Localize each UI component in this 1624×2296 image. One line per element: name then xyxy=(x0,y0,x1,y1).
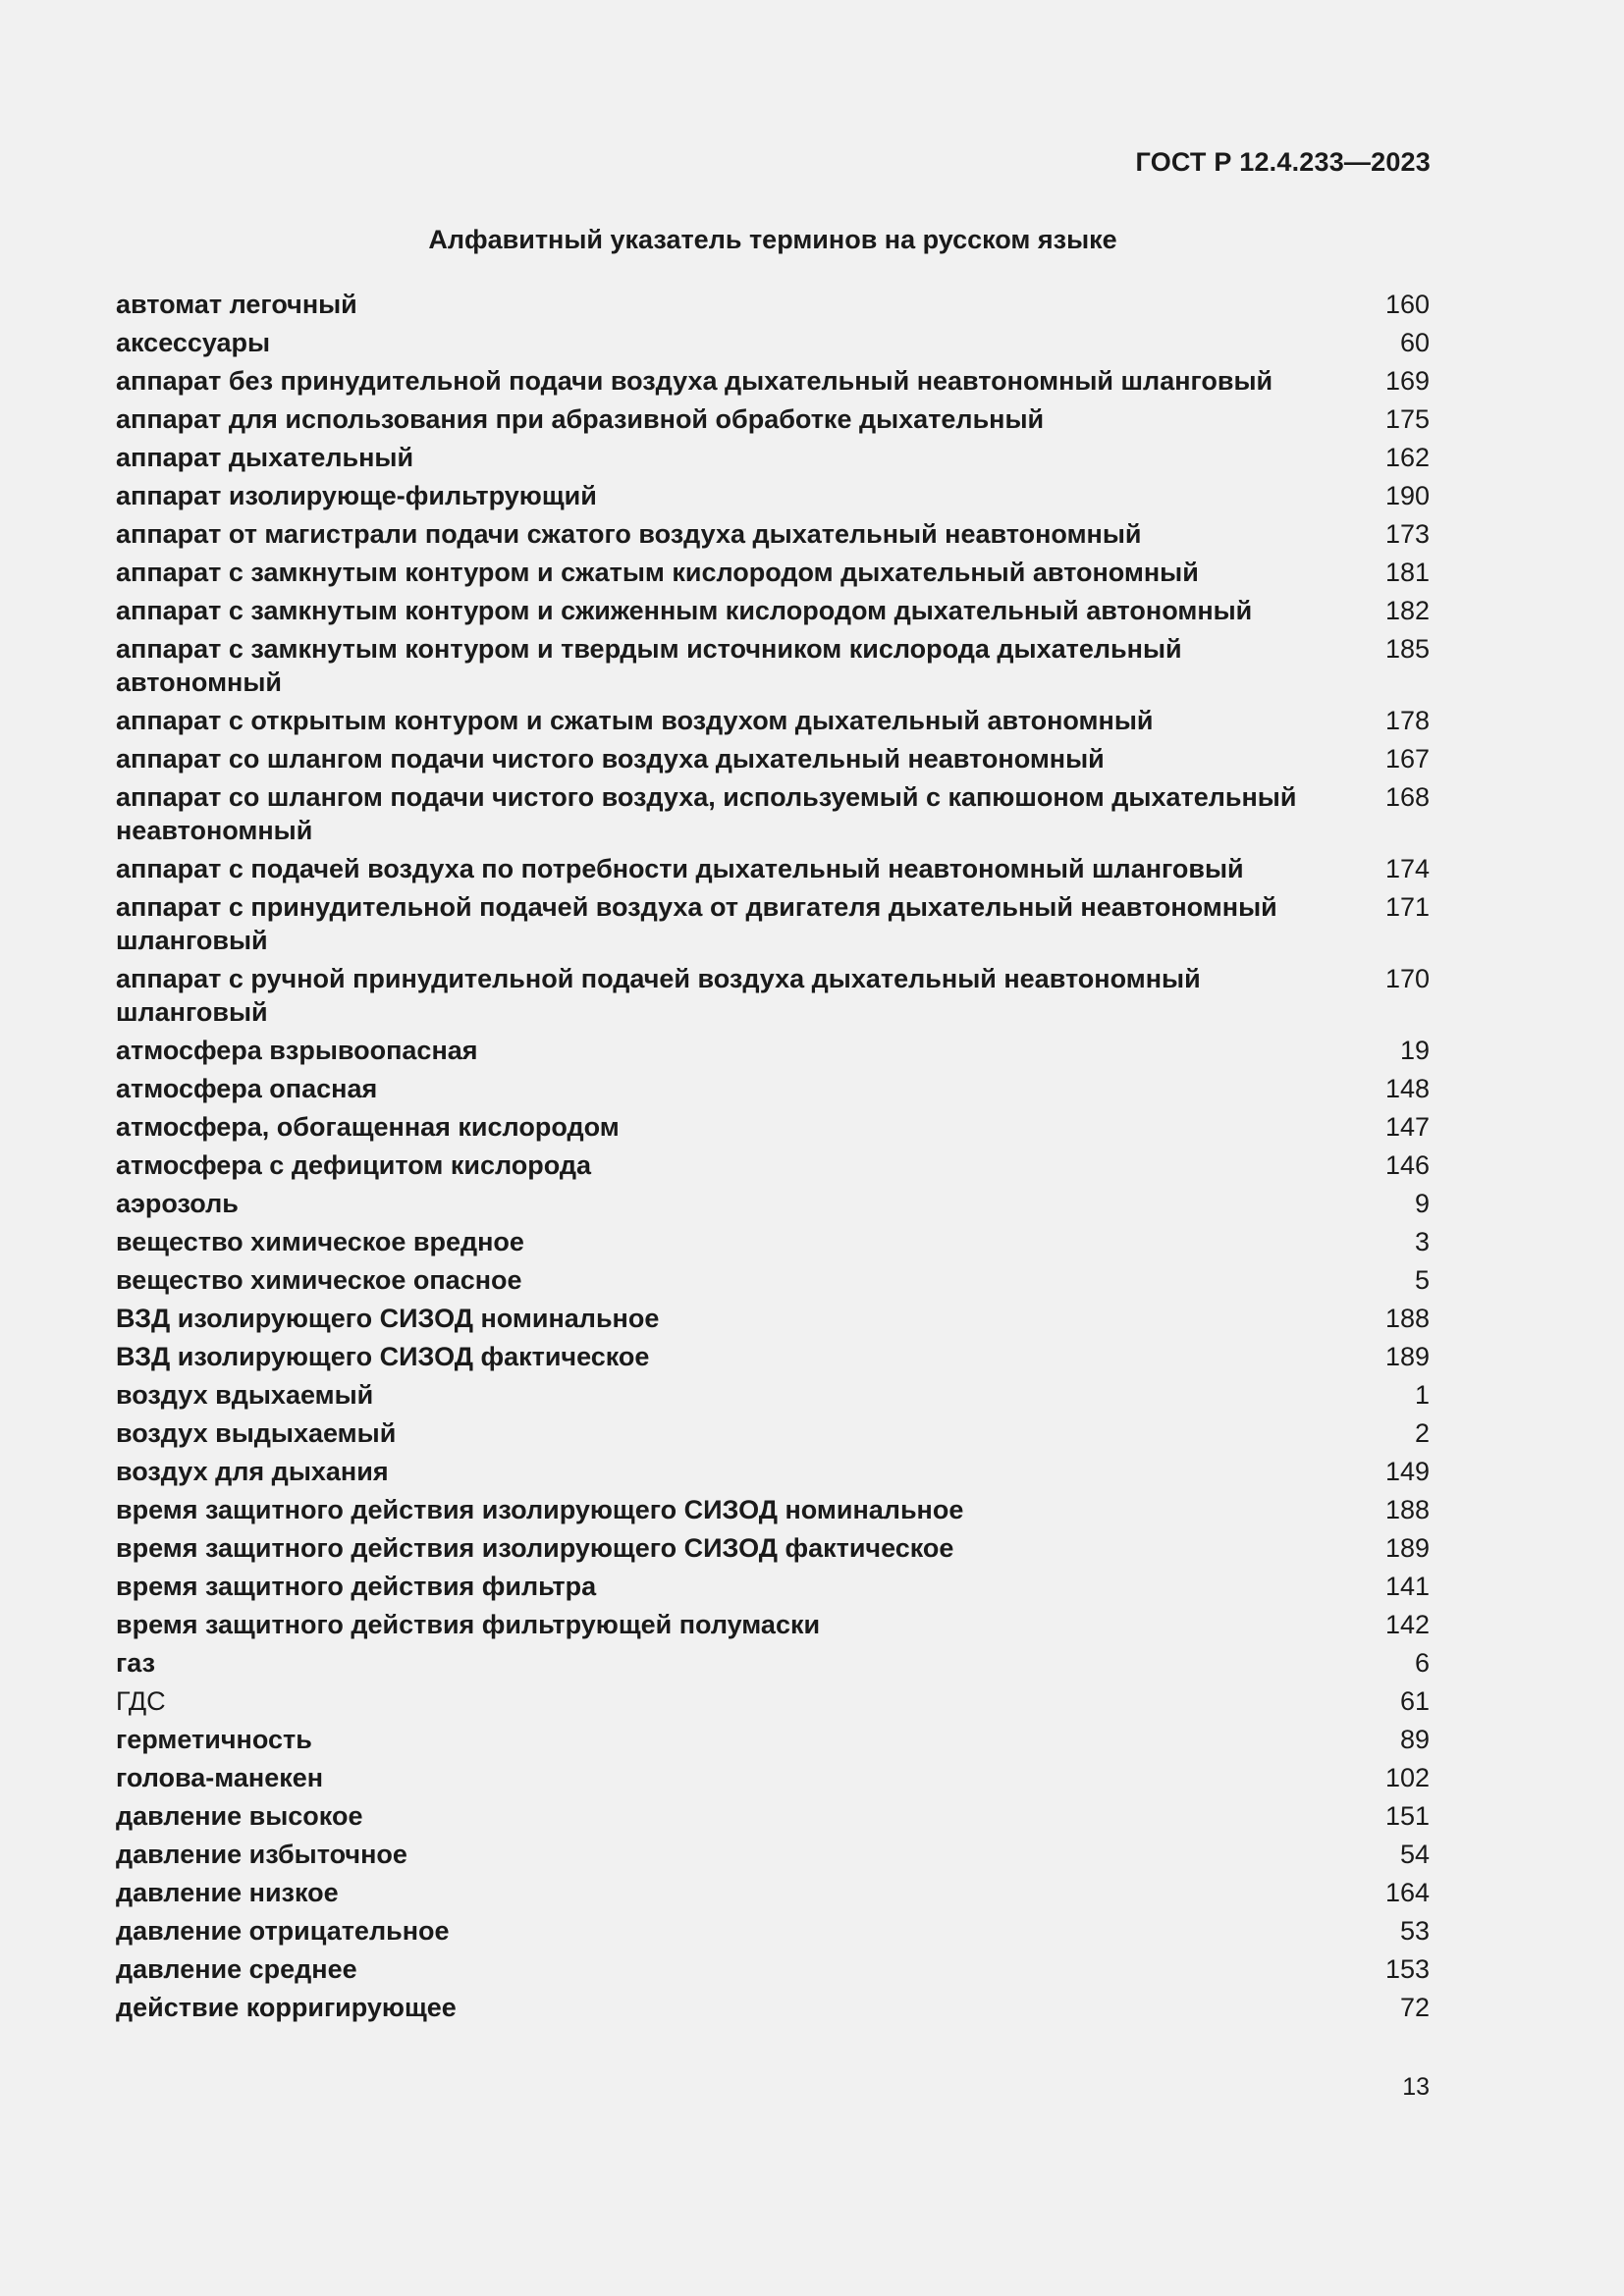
index-term-number: 182 xyxy=(1384,596,1430,625)
index-term-number: 142 xyxy=(1384,1610,1430,1639)
index-term: воздух вдыхаемый xyxy=(116,1380,374,1410)
index-entry xyxy=(116,1570,1430,1603)
index-term: ВЗД изолирующего СИЗОД фактическое xyxy=(116,1342,650,1371)
index-entry xyxy=(116,1455,1430,1488)
index-term: действие корригирующее xyxy=(116,1993,457,2022)
index-entry xyxy=(116,402,1430,436)
index-term: аксессуары xyxy=(116,328,271,357)
index-term-number: 102 xyxy=(1384,1763,1430,1792)
index-term: время защитного действия фильтра xyxy=(116,1572,597,1601)
index-entry xyxy=(116,1876,1430,1909)
index-entry xyxy=(116,441,1430,474)
index-entry xyxy=(116,1225,1430,1258)
index-term-number: 188 xyxy=(1384,1304,1430,1333)
index-term-number: 61 xyxy=(1399,1686,1430,1716)
index-term-number: 6 xyxy=(1414,1648,1430,1678)
index-entry xyxy=(116,556,1430,589)
index-term: герметичность xyxy=(116,1725,312,1754)
index-term: атмосфера, обогащенная кислородом xyxy=(116,1112,620,1142)
index-entry xyxy=(116,1148,1430,1182)
index-term-number: 171 xyxy=(1384,892,1430,922)
term-index-list xyxy=(116,288,1430,2029)
index-title: Алфавитный указатель терминов на русском языке xyxy=(428,225,1117,254)
index-entry xyxy=(116,1072,1430,1105)
index-term-number: 169 xyxy=(1384,366,1430,396)
index-term: аппарат с замкнутым контуром и сжатым кислородом дыхательный автономный xyxy=(116,558,1199,587)
index-term: давление низкое xyxy=(116,1878,339,1907)
index-term-number: 162 xyxy=(1384,443,1430,472)
index-term: вещество химическое опасное xyxy=(116,1265,522,1295)
index-entry xyxy=(116,1263,1430,1297)
index-term: голова-манекен xyxy=(116,1763,324,1792)
index-term-number: 54 xyxy=(1399,1840,1430,1869)
index-term: давление отрицательное xyxy=(116,1916,450,1946)
index-term: аппарат с ручной принудительной подачей воздуха дыхательный неавтономный шланговый xyxy=(116,964,1201,1027)
index-term: аппарат с замкнутым контуром и сжиженным кислородом дыхательный автономный xyxy=(116,596,1253,625)
index-entry xyxy=(116,742,1430,775)
index-entry xyxy=(116,780,1430,847)
index-term: атмосфера с дефицитом кислорода xyxy=(116,1150,592,1180)
index-term-number: 2 xyxy=(1414,1418,1430,1448)
index-entry xyxy=(116,594,1430,627)
index-term: аппарат с подачей воздуха по потребности дыхательный неавтономный шланговый xyxy=(116,854,1244,883)
index-term-number: 72 xyxy=(1399,1993,1430,2022)
index-entry xyxy=(116,890,1430,957)
index-entry xyxy=(116,1531,1430,1565)
index-entry xyxy=(116,1302,1430,1335)
index-entry xyxy=(116,1110,1430,1144)
index-term: вещество химическое вредное xyxy=(116,1227,524,1256)
index-term-number: 60 xyxy=(1399,328,1430,357)
index-term: атмосфера опасная xyxy=(116,1074,378,1103)
index-term-number: 173 xyxy=(1384,519,1430,549)
index-term: давление высокое xyxy=(116,1801,363,1831)
index-term-number: 170 xyxy=(1384,964,1430,993)
index-term: газ xyxy=(116,1648,156,1678)
index-term-number: 5 xyxy=(1414,1265,1430,1295)
index-term: аппарат с замкнутым контуром и твердым источником кислорода дыхательный автономный xyxy=(116,634,1182,697)
index-term-number: 19 xyxy=(1399,1036,1430,1065)
index-term: ГДС xyxy=(116,1686,166,1716)
index-term-number: 9 xyxy=(1414,1189,1430,1218)
index-term-number: 147 xyxy=(1384,1112,1430,1142)
index-entry xyxy=(116,288,1430,321)
index-term-number: 185 xyxy=(1384,634,1430,664)
index-entry xyxy=(116,704,1430,737)
index-term-number: 188 xyxy=(1384,1495,1430,1524)
index-entry xyxy=(116,1493,1430,1526)
index-term-number: 89 xyxy=(1399,1725,1430,1754)
index-term: аппарат со шлангом подачи чистого воздуха дыхательный неавтономный xyxy=(116,744,1105,774)
index-entry xyxy=(116,1034,1430,1067)
document-code: ГОСТ Р 12.4.233—2023 xyxy=(1135,147,1431,177)
index-term-number: 189 xyxy=(1384,1533,1430,1563)
index-entry xyxy=(116,1340,1430,1373)
index-term-number: 3 xyxy=(1414,1227,1430,1256)
index-term: аэрозоль xyxy=(116,1189,239,1218)
index-term-number: 178 xyxy=(1384,706,1430,735)
index-term-number: 164 xyxy=(1384,1878,1430,1907)
index-term-number: 1 xyxy=(1414,1380,1430,1410)
index-entry xyxy=(116,517,1430,551)
index-term-number: 151 xyxy=(1384,1801,1430,1831)
index-term: аппарат дыхательный xyxy=(116,443,414,472)
page-number: 13 xyxy=(1402,2073,1430,2101)
index-term: воздух для дыхания xyxy=(116,1457,389,1486)
index-term-number: 160 xyxy=(1384,290,1430,319)
index-entry xyxy=(116,1646,1430,1680)
index-term-number: 148 xyxy=(1384,1074,1430,1103)
index-term-number: 181 xyxy=(1384,558,1430,587)
index-term: аппарат со шлангом подачи чистого воздуха, используемый с капюшоном дыхательный неавтономный xyxy=(116,782,1297,845)
index-entry xyxy=(116,1684,1430,1718)
index-term-number: 167 xyxy=(1384,744,1430,774)
index-entry xyxy=(116,479,1430,512)
index-term-number: 53 xyxy=(1399,1916,1430,1946)
index-term: автомат легочный xyxy=(116,290,357,319)
index-entry xyxy=(116,1838,1430,1871)
index-term-number: 168 xyxy=(1384,782,1430,812)
index-entry xyxy=(116,852,1430,885)
index-term: аппарат для использования при абразивной обработке дыхательный xyxy=(116,404,1045,434)
index-entry xyxy=(116,1416,1430,1450)
index-entry xyxy=(116,1761,1430,1794)
index-term: давление избыточное xyxy=(116,1840,407,1869)
index-term: аппарат без принудительной подачи воздуха дыхательный неавтономный шланговый xyxy=(116,366,1273,396)
index-term-number: 190 xyxy=(1384,481,1430,510)
index-term: ВЗД изолирующего СИЗОД номинальное xyxy=(116,1304,660,1333)
index-term: время защитного действия изолирующего СИЗОД фактическое xyxy=(116,1533,954,1563)
index-entry xyxy=(116,1952,1430,1986)
index-term: давление среднее xyxy=(116,1954,357,1984)
index-term: время защитного действия фильтрующей полумаски xyxy=(116,1610,821,1639)
index-entry xyxy=(116,1799,1430,1833)
index-term-number: 175 xyxy=(1384,404,1430,434)
index-entry xyxy=(116,962,1430,1029)
index-entry xyxy=(116,1187,1430,1220)
index-term-number: 174 xyxy=(1384,854,1430,883)
index-term-number: 146 xyxy=(1384,1150,1430,1180)
index-term-number: 153 xyxy=(1384,1954,1430,1984)
index-term-number: 149 xyxy=(1384,1457,1430,1486)
index-term: атмосфера взрывоопасная xyxy=(116,1036,478,1065)
index-entry xyxy=(116,1914,1430,1948)
index-term: аппарат с принудительной подачей воздуха от двигателя дыхательный неавтономный шланговый xyxy=(116,892,1277,955)
index-term: время защитного действия изолирующего СИЗОД номинальное xyxy=(116,1495,964,1524)
index-entry xyxy=(116,1608,1430,1641)
index-entry xyxy=(116,632,1430,699)
index-term-number: 141 xyxy=(1384,1572,1430,1601)
index-entry xyxy=(116,364,1430,398)
index-term: воздух выдыхаемый xyxy=(116,1418,397,1448)
index-entry xyxy=(116,1378,1430,1412)
index-term: аппарат изолирующе-фильтрующий xyxy=(116,481,597,510)
index-entry xyxy=(116,1991,1430,2024)
index-term: аппарат с открытым контуром и сжатым воздухом дыхательный автономный xyxy=(116,706,1154,735)
index-term-number: 189 xyxy=(1384,1342,1430,1371)
index-entry xyxy=(116,326,1430,359)
index-term: аппарат от магистрали подачи сжатого воздуха дыхательный неавтономный xyxy=(116,519,1142,549)
index-entry xyxy=(116,1723,1430,1756)
